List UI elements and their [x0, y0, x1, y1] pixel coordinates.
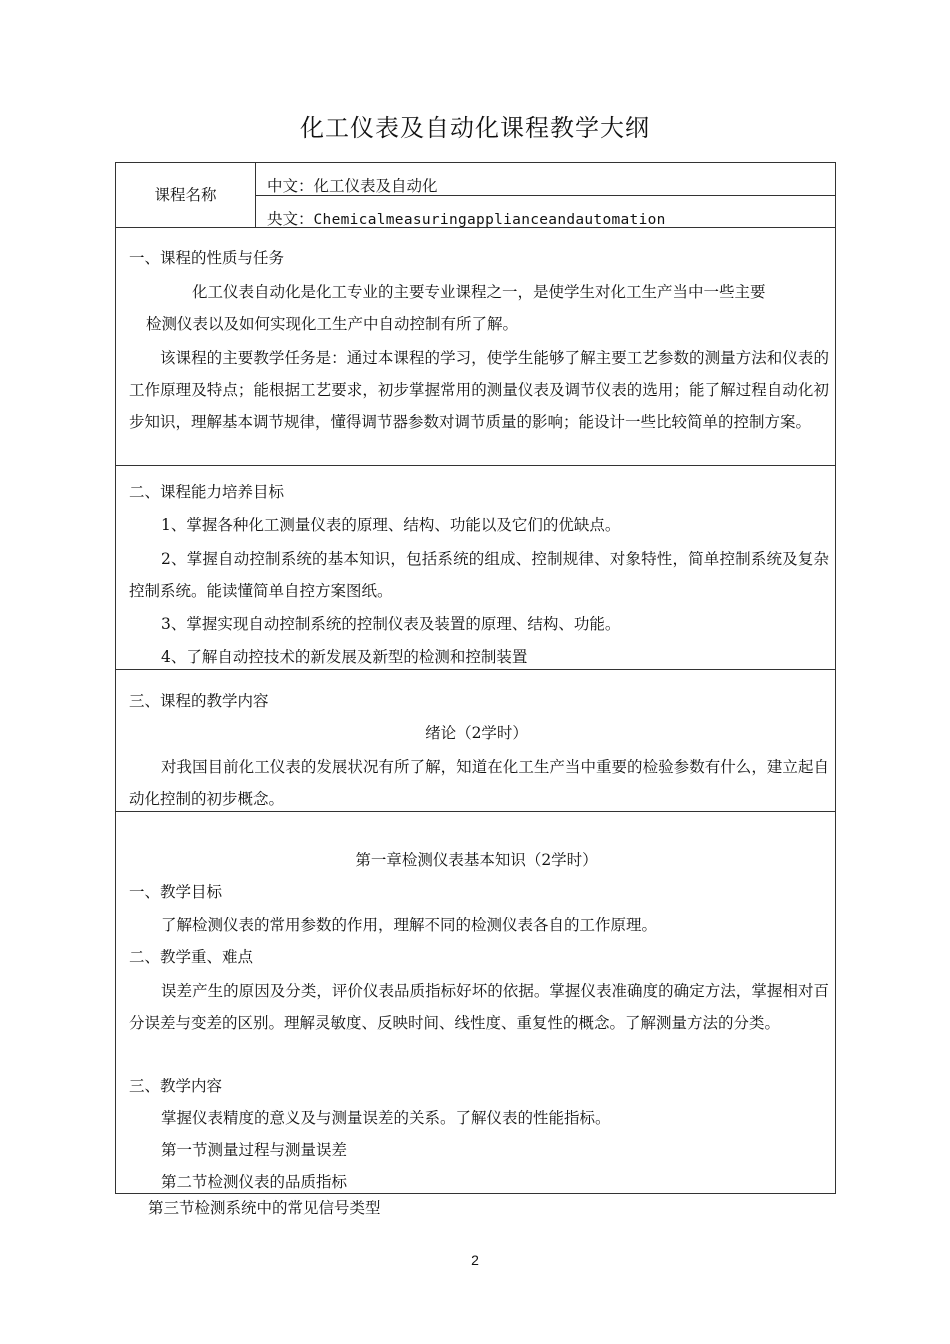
chapter1-content-text: 掌握仪表精度的意义及与测量误差的关系。了解仪表的性能指标。 [161, 1109, 611, 1127]
course-name-cn: 中文：化工仪表及自动化 [267, 177, 438, 195]
section2-heading: 二、课程能力培养目标 [129, 483, 285, 501]
section1-para2: 该课程的主要教学任务是：通过本课程的学习，使学生能够了解主要工艺参数的测量方法和仪表的工作原理及特点；能根据工艺要求，初步掌握常用的测量仪表及调节仪表的选用；能了解过程自动化初步知识，理解基本调节规律，懂得调节器参数对调节质量的影响；能设计一些比较简单的控制方案。 [129, 349, 829, 431]
page-number: 2 [471, 1252, 479, 1268]
section2-item2: 2、掌握自动控制系统的基本知识，包括系统的组成、控制规律、对象特性，简单控制系统及复杂控制系统。能读懂简单自控方案图纸。 [129, 550, 829, 600]
section3-heading: 三、课程的教学内容 [129, 692, 269, 710]
chapter1-section2: 第二节检测仪表的品质指标 [161, 1173, 348, 1191]
chapter1-title: 第一章检测仪表基本知识（2学时） [355, 851, 598, 869]
section2-item3: 3、掌握实现自动控制系统的控制仪表及装置的原理、结构、功能。 [161, 615, 621, 633]
section3-divider [116, 669, 835, 670]
chapter1-key-heading: 二、教学重、难点 [129, 948, 254, 966]
section1-heading: 一、课程的性质与任务 [129, 249, 285, 267]
course-name-en-prefix: 央文： [267, 210, 314, 228]
section1-para1-line1: 化工仪表自动化是化工专业的主要专业课程之一，是使学生对化工生产当中一些主要 [192, 283, 766, 301]
section2-divider [116, 465, 835, 466]
section2-item1: 1、掌握各种化工测量仪表的原理、结构、功能以及它们的优缺点。 [161, 516, 621, 534]
chapter1-key-text: 误差产生的原因及分类，评价仪表品质指标好坏的依据。掌握仪表准确度的确定方法，掌握相对百分误差与变差的区别。理解灵敏度、反映时间、线性度、重复性的概念。了解测量方法的分类。 [129, 982, 829, 1032]
section2-item4: 4、了解自动控技术的新发展及新型的检测和控制装置 [161, 648, 528, 666]
chapter1-section1: 第一节测量过程与测量误差 [161, 1141, 348, 1159]
chapter1-goal-text: 了解检测仪表的常用参数的作用，理解不同的检测仪表各自的工作原理。 [161, 916, 658, 934]
chapter1-content-heading: 三、教学内容 [129, 1077, 223, 1095]
syllabus-table [115, 162, 836, 1194]
intro-title: 绪论（2学时） [425, 724, 528, 742]
page-title: 化工仪表及自动化课程教学大纲 [300, 114, 650, 142]
chapter1-goal-heading: 一、教学目标 [129, 883, 223, 901]
course-name-en: Chemicalmeasuringapplianceandautomation [313, 212, 666, 228]
section1-para1-line2: 检测仪表以及如何实现化工生产中自动控制有所了解。 [146, 315, 519, 333]
course-name-en-row [267, 208, 666, 231]
intro-text: 对我国目前化工仪表的发展状况有所了解，知道在化工生产当中重要的检验参数有什么，建立起自动化控制的初步概念。 [129, 758, 829, 808]
chapter1-section3: 第三节检测系统中的常见信号类型 [148, 1199, 381, 1217]
course-name-label: 课程名称 [154, 186, 217, 204]
